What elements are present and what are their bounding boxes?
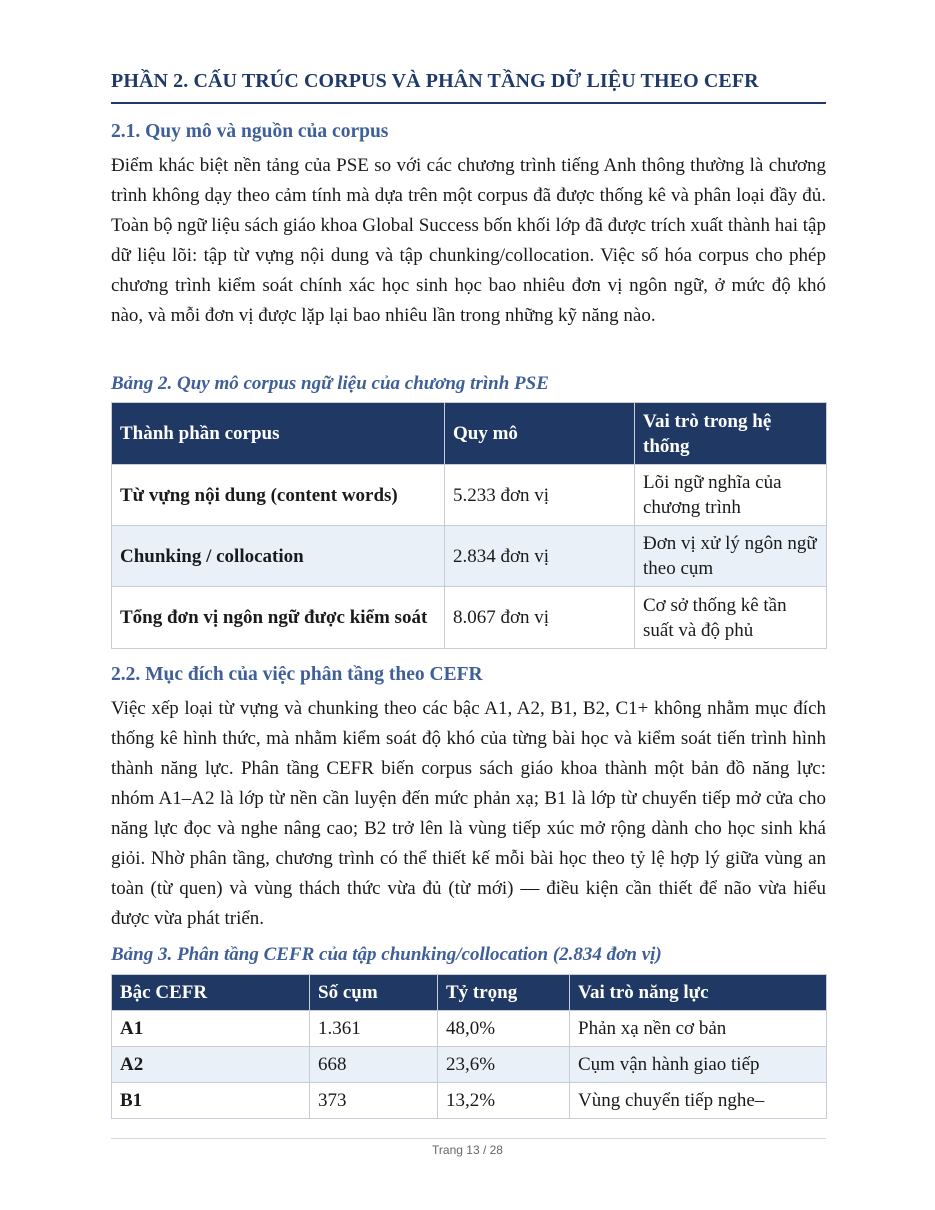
table-2-header-row (112, 403, 827, 465)
paragraph-corpus-scale: Điểm khác biệt nền tảng của PSE so với các chương trình tiếng Anh thông thường là chương trình không dạy theo cảm tính mà dựa trên một corpus đã được thống kê và phân loại đầy đủ. Toàn bộ ngữ liệu sách giáo khoa Global Success bốn khối lớp đã được trích xuất thành hai tập dữ liệu lõi: tập từ vựng nội dung và tập chunking/collocation. Việc số hóa corpus cho phép chương trình kiểm soát chính xác học sinh học bao nhiêu đơn vị ngôn ngữ, ở mức độ khó nào, và mỗi đơn vị được lặp lại bao nhiêu lần trong những kỹ năng nào. (111, 155, 826, 326)
table-3-caption: Bảng 3. Phân tầng CEFR của tập chunking/collocation (2.834 đơn vị) (111, 944, 662, 965)
table-cell: Lõi ngữ nghĩa của chương trình (635, 465, 827, 526)
table-cell: 5.233 đơn vị (445, 465, 635, 526)
table-cell: 13,2% (438, 1083, 570, 1119)
table-cell: Cơ sở thống kê tần suất và độ phủ (635, 587, 827, 649)
table-row (112, 1083, 827, 1119)
table-row (112, 1047, 827, 1083)
table-cell: Cụm vận hành giao tiếp (570, 1047, 827, 1083)
table-cell: Vùng chuyển tiếp nghe– (570, 1083, 827, 1119)
table-cell: Phản xạ nền cơ bản (570, 1011, 827, 1047)
table-cell: 23,6% (438, 1047, 570, 1083)
table-row (112, 587, 827, 649)
page-number: Trang 13 / 28 (432, 1143, 503, 1157)
table-2-header-cell: Vai trò trong hệ thống (635, 403, 827, 465)
table-3-cefr-chunking (111, 974, 827, 1119)
table-3-header-row (112, 975, 827, 1011)
table-cell: B1 (112, 1083, 310, 1119)
table-3-header-cell: Tỷ trọng (438, 975, 570, 1011)
table-2-caption: Bảng 2. Quy mô corpus ngữ liệu của chương trình PSE (111, 373, 549, 394)
table-row (112, 1011, 827, 1047)
footer-divider (111, 1138, 826, 1139)
table-2-corpus-scale (111, 402, 827, 649)
table-cell: A2 (112, 1047, 310, 1083)
table-3-header-cell: Số cụm (310, 975, 438, 1011)
table-cell: Từ vựng nội dung (content words) (112, 465, 445, 526)
table-2-header-cell: Quy mô (445, 403, 635, 465)
title-underline (111, 102, 826, 104)
section-title: PHẦN 2. CẤU TRÚC CORPUS VÀ PHÂN TẦNG DỮ LIỆU THEO CEFR (111, 70, 759, 92)
table-cell: 373 (310, 1083, 438, 1119)
subsection-heading-2-1: 2.1. Quy mô và nguồn của corpus (111, 121, 389, 142)
table-cell: 2.834 đơn vị (445, 526, 635, 587)
table-cell: Tổng đơn vị ngôn ngữ được kiểm soát (112, 587, 445, 649)
table-row (112, 465, 827, 526)
table-cell: 668 (310, 1047, 438, 1083)
table-cell: 48,0% (438, 1011, 570, 1047)
table-row (112, 526, 827, 587)
table-cell: 1.361 (310, 1011, 438, 1047)
table-2-header-cell: Thành phần corpus (112, 403, 445, 465)
table-cell: A1 (112, 1011, 310, 1047)
table-cell: 8.067 đơn vị (445, 587, 635, 649)
table-3-header-cell: Bậc CEFR (112, 975, 310, 1011)
table-cell: Chunking / collocation (112, 526, 445, 587)
subsection-heading-2-2: 2.2. Mục đích của việc phân tầng theo CEFR (111, 664, 483, 685)
table-3-header-cell: Vai trò năng lực (570, 975, 827, 1011)
table-cell: Đơn vị xử lý ngôn ngữ theo cụm (635, 526, 827, 587)
paragraph-cefr-purpose: Việc xếp loại từ vựng và chunking theo các bậc A1, A2, B1, B2, C1+ không nhằm mục đích thống kê hình thức, mà nhằm kiểm soát độ khó của từng bài học và kiểm soát tiến trình hình thành năng lực. Phân tầng CEFR biến corpus sách giáo khoa thành một bản đồ năng lực: nhóm A1–A2 là lớp từ nền cần luyện đến mức phản xạ; B1 là lớp từ chuyển tiếp mở cửa cho năng lực đọc và nghe nâng cao; B2 trở lên là vùng tiếp xúc mở rộng dành cho học sinh khá giỏi. Nhờ phân tầng, chương trình có thể thiết kế mỗi bài học theo tỷ lệ hợp lý giữa vùng an toàn (từ quen) và vùng thách thức vừa đủ (từ mới) — điều kiện cần thiết để não vừa hiểu được vừa phát triển. (111, 698, 826, 929)
